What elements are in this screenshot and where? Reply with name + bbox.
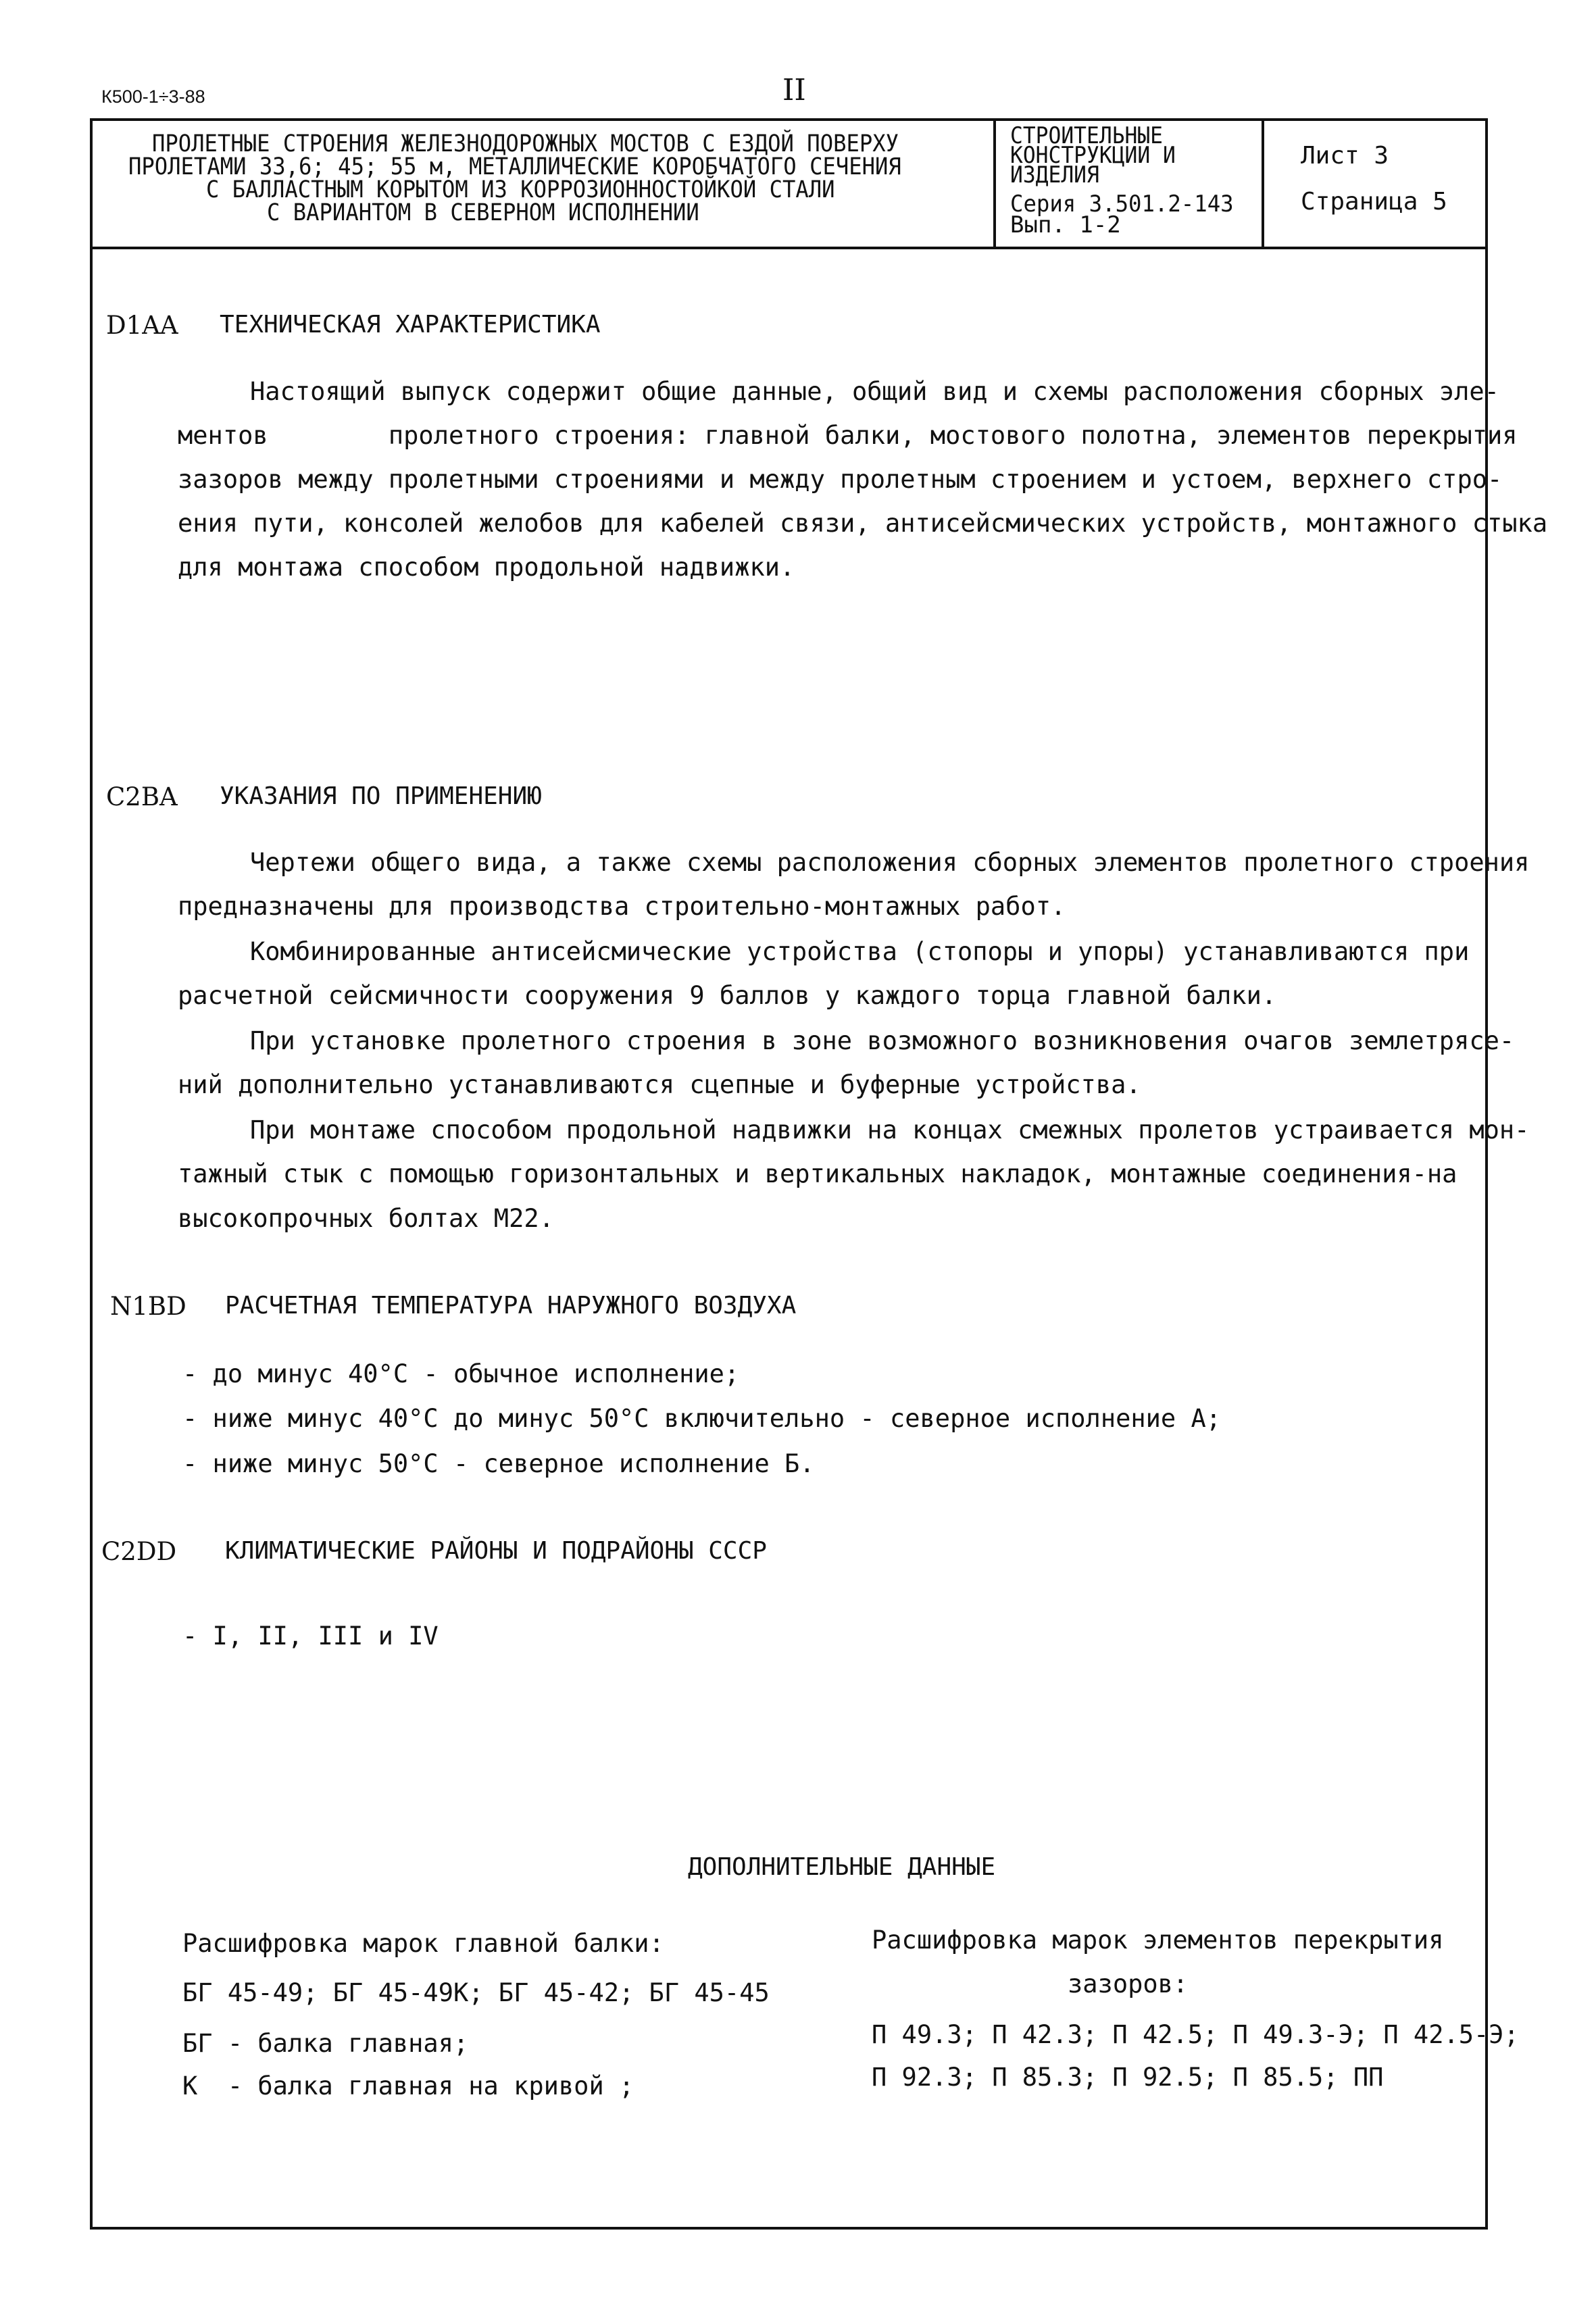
paragraph-line: ний дополнительно устанавливаются сцепные и буферные устройства.: [178, 1070, 1141, 1099]
paragraph-line: ения пути, консолей желобов для кабелей связи, антисейсмических устройств, монтажного стыка: [178, 509, 1548, 538]
paragraph-line: для монтажа способом продольной надвижки.: [178, 553, 795, 582]
title-line-1: ПРОЛЕТНЫЕ СТРОЕНИЯ ЖЕЛЕЗНОДОРОЖНЫХ МОСТОВ С ЕЗДОЙ ПОВЕРХУ: [152, 130, 899, 157]
list-item: - до минус 40°С - обычное исполнение;: [182, 1359, 740, 1388]
paragraph-line: ментов пролетного строения: главной балки, мостового полотна, элементов перекрытия: [178, 421, 1518, 450]
list-item: - ниже минус 50°С - северное исполнение Б.: [182, 1449, 815, 1478]
section-code: D1AA: [106, 311, 178, 340]
right-title-2: зазоров:: [1068, 1969, 1189, 1998]
category-line-3: ИЗДЕЛИЯ: [1010, 161, 1099, 188]
paragraph-line: зазоров между пролетными строениями и между пролетным строением и устоем, верхнего стро-: [178, 465, 1503, 494]
title-line-2: ПРОЛЕТАМИ 33,6; 45; 55 м, МЕТАЛЛИЧЕСКИЕ КОРОБЧАТОГО СЕЧЕНИЯ: [128, 153, 901, 180]
title-block-divider-2: [1262, 118, 1264, 248]
section-heading: РАСЧЕТНАЯ ТЕМПЕРАТУРА НАРУЖНОГО ВОЗДУХА: [225, 1292, 797, 1319]
section-heading: УКАЗАНИЯ ПО ПРИМЕНЕНИЮ: [220, 782, 542, 810]
left-def-2: К - балка главная на кривой ;: [182, 2071, 634, 2101]
additional-heading: ДОПОЛНИТЕЛЬНЫЕ ДАННЫЕ: [688, 1853, 996, 1881]
paragraph-line: Чертежи общего вида, а также схемы расположения сборных элементов пролетного строения: [250, 848, 1530, 877]
title-line-4: С ВАРИАНТОМ В СЕВЕРНОМ ИСПОЛНЕНИИ: [267, 199, 699, 226]
right-title-1: Расшифровка марок элементов перекрытия: [872, 1926, 1444, 1955]
right-line-2: П 92.3; П 85.3; П 92.5; П 85.5; ПП: [872, 2063, 1384, 2092]
right-line-1: П 49.3; П 42.3; П 42.5; П 49.3-Э; П 42.5-Э;: [872, 2020, 1519, 2049]
list-item: - ниже минус 40°С до минус 50°С включительно - северное исполнение А;: [182, 1404, 1222, 1433]
left-def-1: БГ - балка главная;: [182, 2029, 469, 2058]
title-block-bottom-rule: [90, 247, 1488, 249]
left-title: Расшифровка марок главной балки:: [182, 1929, 664, 1958]
category-line-1: СТРОИТЕЛЬНЫЕ: [1010, 122, 1163, 149]
document-code: К500-1÷3-88: [101, 86, 205, 107]
list-item: - I, II, III и IV: [182, 1621, 439, 1651]
sheet-label: Лист 3: [1301, 142, 1389, 170]
section-code: C2DD: [101, 1537, 177, 1566]
left-marks: БГ 45-49; БГ 45-49К; БГ 45-42; БГ 45-45: [182, 1978, 770, 2007]
category-line-2: КОНСТРУКЦИИ И: [1010, 142, 1176, 169]
page-number: II: [782, 73, 806, 107]
paragraph-line: Комбинированные антисейсмические устройства (стопоры и упоры) устанавливаются при: [250, 937, 1470, 966]
series-label: Серия 3.501.2-143: [1010, 191, 1234, 218]
paragraph-line: тажный стык с помощью горизонтальных и вертикальных накладок, монтажные соединения-на: [178, 1159, 1457, 1188]
page-label: Страница 5: [1301, 188, 1447, 216]
title-block-divider-1: [993, 118, 996, 248]
title-line-3: С БАЛЛАСТНЫМ КОРЫТОМ ИЗ КОРРОЗИОННОСТОЙКОЙ СТАЛИ: [206, 176, 835, 203]
paragraph-line: При монтаже способом продольной надвижки на концах смежных пролетов устраивается мон-: [250, 1115, 1530, 1145]
paragraph-line: Настоящий выпуск содержит общие данные, общий вид и схемы расположения сборных эле-: [250, 377, 1499, 406]
paragraph-line: При установке пролетного строения в зоне возможного возникновения очагов землетрясе-: [250, 1026, 1515, 1055]
issue-label: Вып. 1-2: [1010, 211, 1121, 238]
paragraph-line: высокопрочных болтах М22.: [178, 1204, 554, 1233]
section-heading: КЛИМАТИЧЕСКИЕ РАЙОНЫ И ПОДРАЙОНЫ СССР: [225, 1537, 767, 1565]
section-heading: ТЕХНИЧЕСКАЯ ХАРАКТЕРИСТИКА: [220, 311, 601, 338]
paragraph-line: предназначены для производства строительно-монтажных работ.: [178, 892, 1066, 921]
section-code: C2BA: [106, 782, 178, 811]
paragraph-line: расчетной сейсмичности сооружения 9 баллов у каждого торца главной балки.: [178, 981, 1277, 1010]
section-code: N1BD: [110, 1292, 186, 1321]
